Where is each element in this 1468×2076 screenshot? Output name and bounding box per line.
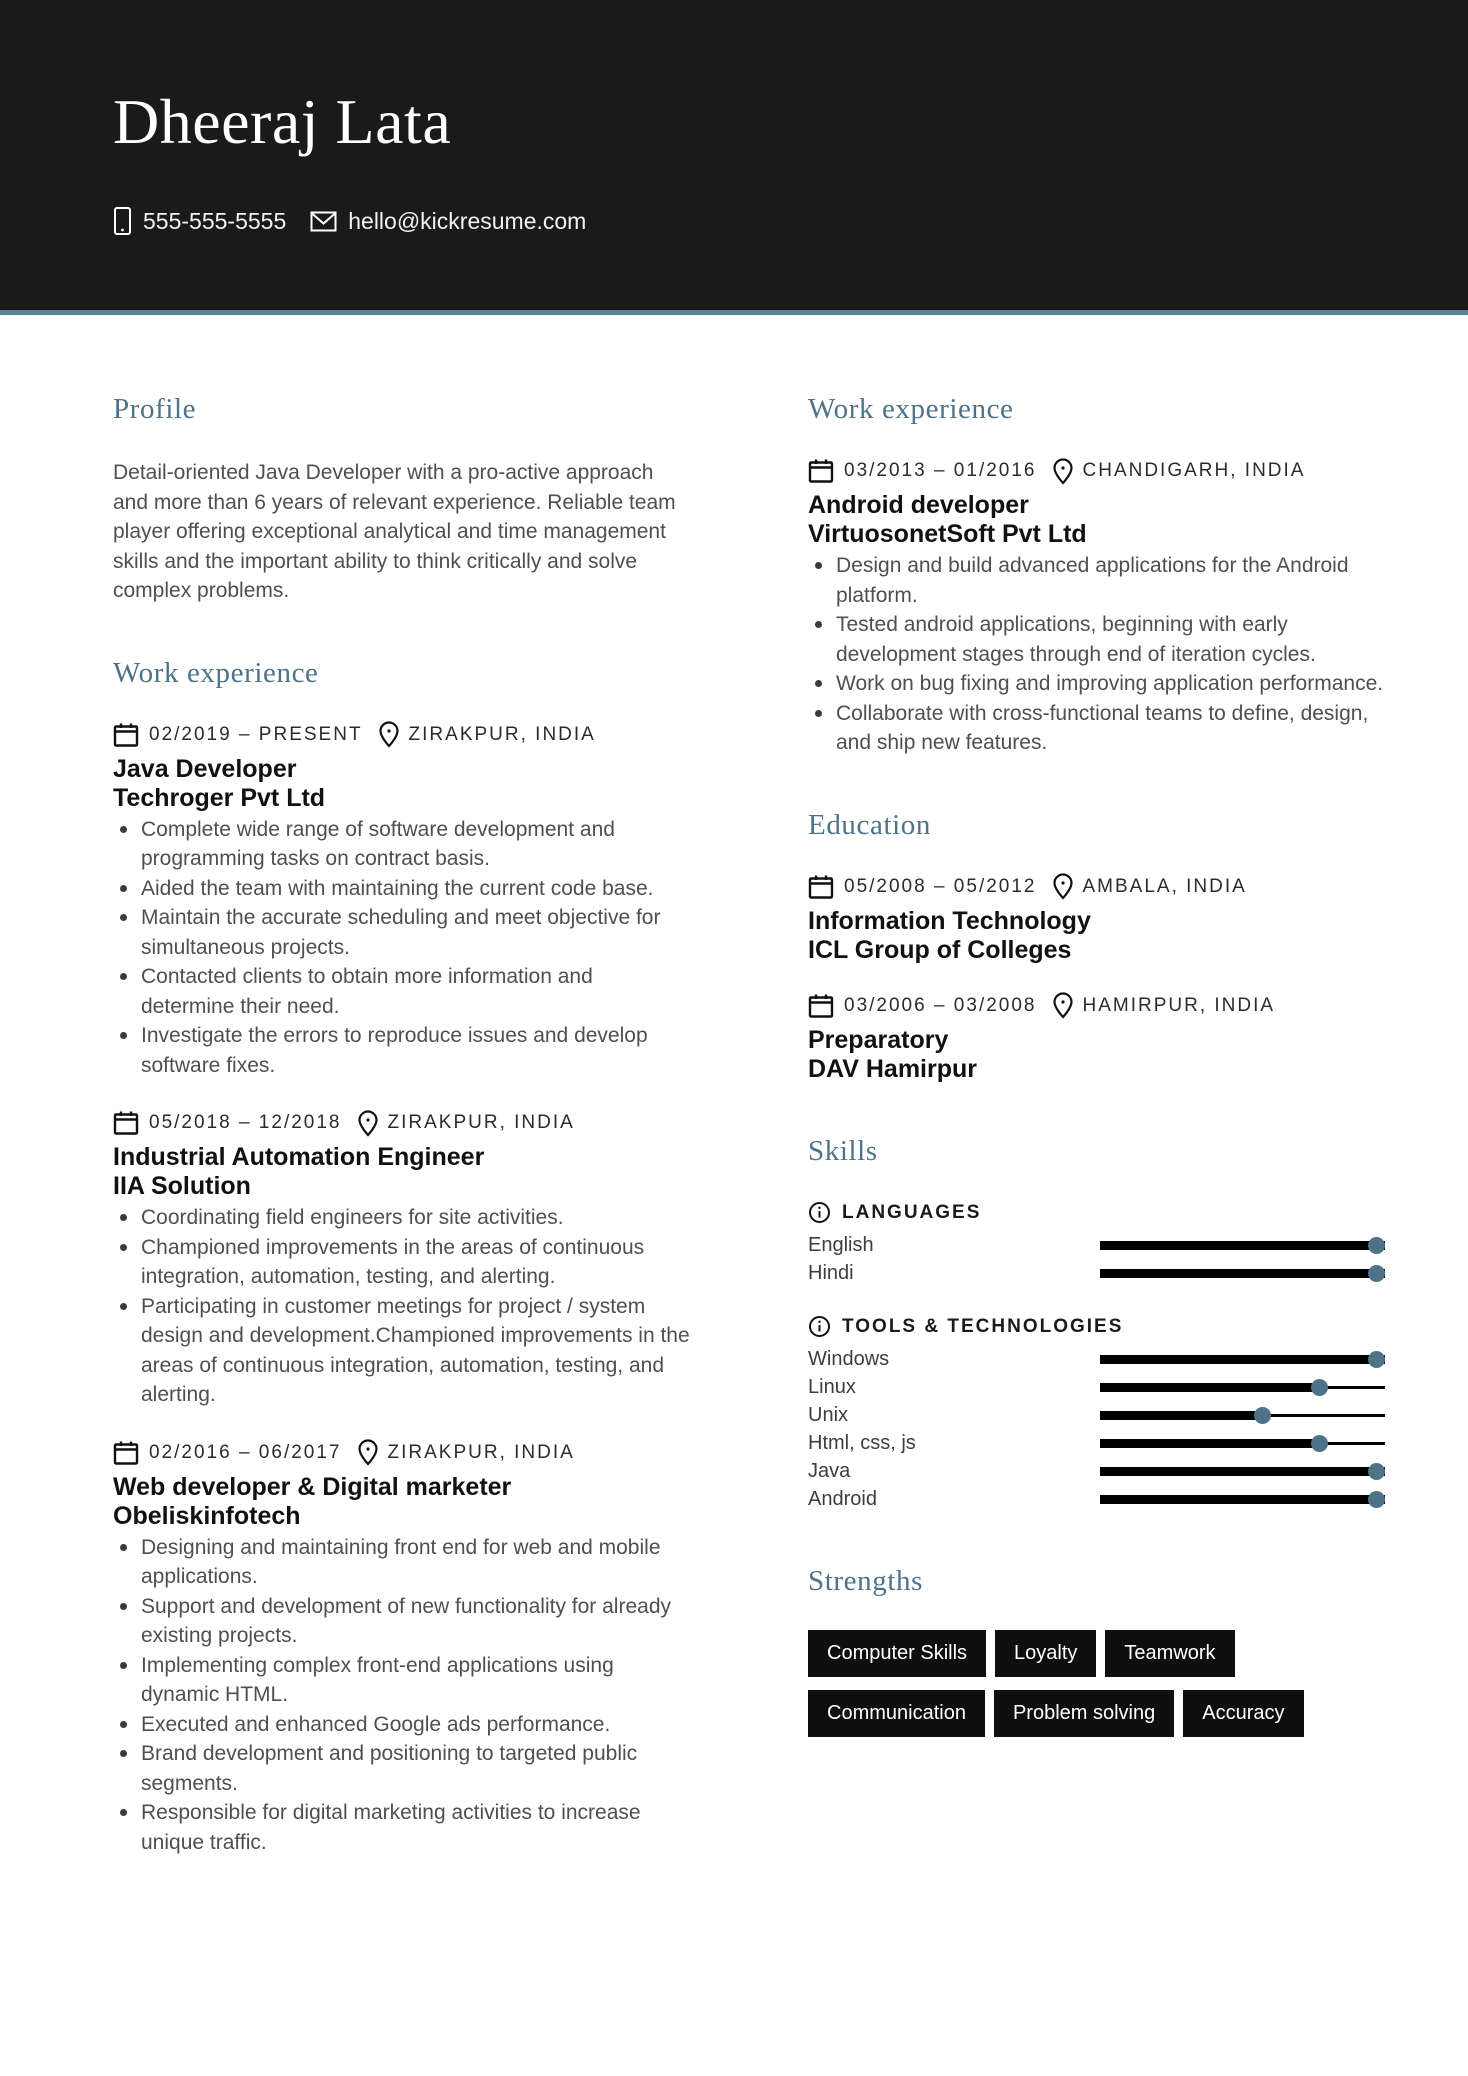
skills-section: [808, 1132, 1385, 1514]
resume-body: [0, 315, 1468, 1857]
skill-group-label-row: [808, 1200, 1385, 1226]
contact-row: [113, 206, 1468, 236]
job-company: VirtuosonetSoft Pvt Ltd: [808, 520, 1087, 548]
calendar-icon: [113, 1440, 139, 1466]
skill-fill: [1100, 1241, 1385, 1250]
job-company: Obeliskinfotech: [113, 1501, 301, 1530]
email-address: hello@kickresume.com: [348, 207, 587, 234]
job-bullet: Maintain the accurate scheduling and meet objective for simultaneous projects.: [113, 903, 690, 962]
skill-level-bar: [1100, 1346, 1385, 1374]
job-entry: [808, 458, 1385, 758]
profile-section-title: Profile: [113, 393, 197, 425]
job-bullet: Investigate the errors to reproduce issues and develop software fixes.: [113, 1021, 690, 1080]
job-company: Techroger Pvt Ltd: [113, 783, 326, 812]
skill-dot: [1254, 1407, 1271, 1424]
education-entry: [808, 993, 1385, 1084]
education-meta-row: [808, 874, 1385, 900]
calendar-icon: [113, 722, 139, 748]
skill-level-bar: [1100, 1374, 1385, 1402]
calendar-icon: [113, 1110, 139, 1136]
profile-section: [113, 390, 690, 606]
job-bullet: Work on bug fixing and improving application performance.: [808, 669, 1385, 699]
skill-level-bar: [1100, 1430, 1385, 1458]
education-field: Information Technology: [808, 906, 1091, 935]
job-bullet: Executed and enhanced Google ads performance.: [113, 1710, 690, 1740]
job-meta-row: [113, 1440, 690, 1466]
location-pin-icon: [379, 721, 399, 748]
education-location: HAMIRPUR, INDIA: [1082, 994, 1276, 1016]
job-bullets: [113, 1533, 690, 1858]
skill-name: Java: [808, 1460, 851, 1482]
skill-level-bar: [1100, 1232, 1385, 1260]
education-dates: 03/2006 – 03/2008: [844, 994, 1037, 1016]
work-experience-section-right: [808, 390, 1385, 758]
job-dates: 02/2016 – 06/2017: [149, 1441, 342, 1463]
job-dates: 02/2019 – PRESENT: [149, 723, 363, 745]
work-experience-section-left: [113, 654, 690, 1858]
skill-dot: [1368, 1463, 1385, 1480]
skills-title: Skills: [808, 1134, 878, 1167]
education-school: DAV Hamirpur: [808, 1054, 978, 1083]
skill-level-bar: [1100, 1402, 1385, 1430]
skill-row: [808, 1232, 1385, 1260]
strength-tag: Accuracy: [1183, 1690, 1303, 1737]
job-meta-row: [113, 1110, 690, 1136]
resume-header: [0, 0, 1468, 315]
email-contact: [310, 208, 586, 235]
job-entry: [113, 1110, 690, 1410]
job-title: Android developer: [808, 491, 1029, 519]
job-bullet: Collaborate with cross-functional teams to define, design, and ship new features.: [808, 699, 1385, 758]
education-meta-row: [808, 993, 1385, 1019]
education-title: Education: [808, 808, 931, 841]
skill-row: [808, 1486, 1385, 1514]
skill-name: Html, css, js: [808, 1432, 916, 1454]
phone-icon: [113, 206, 132, 236]
strength-tag: Computer Skills: [808, 1630, 986, 1677]
job-bullet: Design and build advanced applications for the Android platform.: [808, 551, 1385, 610]
phone-number: 555-555-5555: [143, 207, 287, 234]
job-title: Java Developer: [113, 754, 297, 783]
work-experience-title-left: Work experience: [113, 656, 319, 689]
job-dates: 05/2018 – 12/2018: [149, 1112, 342, 1133]
skill-row: [808, 1458, 1385, 1486]
job-location: ZIRAKPUR, INDIA: [387, 1112, 575, 1133]
strengths-title: Strengths: [808, 1564, 923, 1597]
job-meta-row: [808, 458, 1385, 484]
strength-tag: Problem solving: [994, 1690, 1174, 1737]
profile-text: Detail-oriented Java Developer with a pro-active approach and more than 6 years of relevant experience. Reliable team player offering exceptional analytical and time management skills and the important ability to think critically and solve complex problems.: [113, 461, 676, 602]
job-title: Web developer & Digital marketer: [113, 1472, 512, 1501]
skill-group-languages: [808, 1200, 1385, 1288]
job-bullet: Designing and maintaining front end for web and mobile applications.: [113, 1533, 690, 1592]
skill-row: [808, 1430, 1385, 1458]
job-title: Industrial Automation Engineer: [113, 1143, 485, 1171]
skill-level-bar: [1100, 1486, 1385, 1514]
job-bullets: [113, 1203, 690, 1410]
job-location: ZIRAKPUR, INDIA: [387, 1441, 575, 1463]
calendar-icon: [808, 874, 834, 900]
job-bullet: Support and development of new functionality for already existing projects.: [113, 1592, 690, 1651]
skill-dot: [1368, 1491, 1385, 1508]
education-section: [808, 806, 1385, 1084]
location-pin-icon: [1053, 873, 1073, 900]
skill-fill: [1100, 1467, 1385, 1476]
strength-tag: Teamwork: [1105, 1630, 1234, 1677]
job-bullet: Tested android applications, beginning with early development stages through end of iteration cycles.: [808, 610, 1385, 669]
education-field: Preparatory: [808, 1025, 949, 1054]
skill-name: Hindi: [808, 1262, 854, 1284]
job-entry: [113, 722, 690, 1081]
info-icon: [808, 1315, 831, 1338]
job-bullet: Championed improvements in the areas of continuous integration, automation, testing, and alerting.: [113, 1233, 690, 1292]
education-location: AMBALA, INDIA: [1082, 875, 1247, 897]
calendar-icon: [808, 993, 834, 1019]
strength-tag: Loyalty: [995, 1630, 1096, 1677]
left-column: [113, 390, 690, 1857]
job-bullet: Coordinating field engineers for site activities.: [113, 1203, 690, 1233]
skill-dot: [1368, 1265, 1385, 1282]
skill-row: [808, 1346, 1385, 1374]
job-location: CHANDIGARH, INDIA: [1082, 460, 1306, 481]
strengths-section: [808, 1562, 1385, 1737]
skill-row: [808, 1374, 1385, 1402]
job-bullets: [808, 551, 1385, 758]
education-entry: [808, 874, 1385, 965]
job-bullet: Implementing complex front-end applications using dynamic HTML.: [113, 1651, 690, 1710]
job-location: ZIRAKPUR, INDIA: [408, 723, 596, 745]
job-bullets: [113, 815, 690, 1081]
location-pin-icon: [358, 1110, 378, 1137]
skill-fill: [1100, 1383, 1319, 1392]
job-bullet: Brand development and positioning to targeted public segments.: [113, 1739, 690, 1798]
skill-level-bar: [1100, 1458, 1385, 1486]
job-entry: [113, 1440, 690, 1858]
skill-group-label: TOOLS & TECHNOLOGIES: [842, 1315, 1124, 1337]
work-experience-title-right: Work experience: [808, 393, 1014, 425]
job-company: IIA Solution: [113, 1172, 251, 1200]
calendar-icon: [808, 458, 834, 484]
job-bullet: Responsible for digital marketing activities to increase unique traffic.: [113, 1798, 690, 1857]
right-column: [808, 390, 1385, 1857]
email-icon: [310, 211, 337, 232]
skill-fill: [1100, 1495, 1385, 1504]
job-dates: 03/2013 – 01/2016: [844, 460, 1037, 481]
job-bullet: Complete wide range of software development and programming tasks on contract basis.: [113, 815, 690, 874]
location-pin-icon: [358, 1439, 378, 1466]
job-bullet: Contacted clients to obtain more information and determine their need.: [113, 962, 690, 1021]
job-bullet: Participating in customer meetings for project / system design and development.Championed improvements in the areas of continuous integration, automation, testing, and alerting.: [113, 1292, 690, 1410]
skill-group-label: LANGUAGES: [842, 1201, 982, 1223]
skill-group-label-row: [808, 1314, 1385, 1340]
job-meta-row: [113, 722, 690, 748]
skill-name: Android: [808, 1488, 877, 1510]
skill-dot: [1368, 1351, 1385, 1368]
skill-name: Unix: [808, 1404, 849, 1426]
skill-row: [808, 1402, 1385, 1430]
skill-row: [808, 1260, 1385, 1288]
skill-name: Windows: [808, 1348, 890, 1370]
skill-fill: [1100, 1439, 1319, 1448]
skill-fill: [1100, 1411, 1262, 1420]
skill-dot: [1311, 1435, 1328, 1452]
education-dates: 05/2008 – 05/2012: [844, 875, 1037, 897]
location-pin-icon: [1053, 992, 1073, 1019]
skill-name: Linux: [808, 1376, 856, 1398]
skill-name: English: [808, 1234, 874, 1256]
skill-dot: [1311, 1379, 1328, 1396]
candidate-name: Dheeraj Lata: [113, 86, 452, 157]
education-school: ICL Group of Colleges: [808, 935, 1072, 964]
skill-fill: [1100, 1355, 1385, 1364]
skill-dot: [1368, 1237, 1385, 1254]
job-bullet: Aided the team with maintaining the current code base.: [113, 874, 690, 904]
strength-tag: Communication: [808, 1690, 985, 1737]
phone-contact: [113, 206, 286, 236]
skill-level-bar: [1100, 1260, 1385, 1288]
strength-tags: [808, 1630, 1385, 1737]
skill-group-tools: [808, 1314, 1385, 1514]
info-icon: [808, 1201, 831, 1224]
location-pin-icon: [1053, 458, 1073, 485]
skill-fill: [1100, 1269, 1385, 1278]
